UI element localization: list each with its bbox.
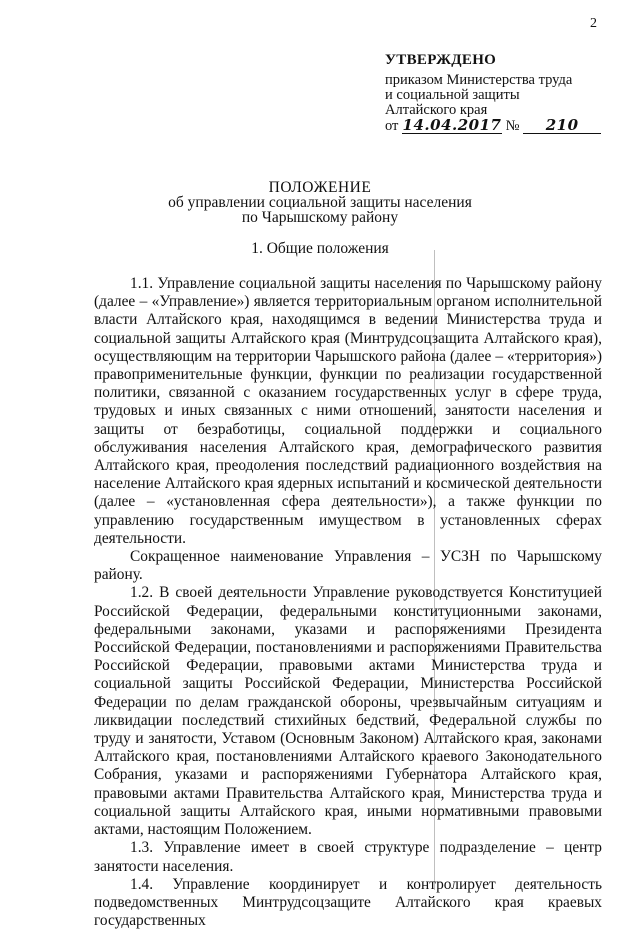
approval-line: и социальной защиты [385,87,520,103]
approval-line: Алтайского края [385,102,488,118]
handwritten-date: 14.04.2017 [402,116,502,134]
document-title [0,180,640,225]
approval-stamp [385,53,605,134]
page-number: 2 [590,16,597,31]
paragraph: 1.4. Управление координирует и контролирует деятельность подведомственных Минтрудсоцзащите Алтайского края краевых государственных [94,875,602,930]
handwritten-number: 210 [523,118,601,134]
approval-date-row [385,118,605,134]
approval-heading: УТВЕРЖДЕНО [385,52,497,68]
paragraph: 1.3. Управление имеет в своей структуре подразделение – центр занятости населения. [94,839,602,875]
title-subtitle: об управлении социальной защиты населения [168,194,472,211]
number-prefix: № [505,118,520,134]
title-subtitle: по Чарышскому району [241,209,399,226]
approval-line: приказом Министерства труда [385,72,573,88]
document-body [94,275,602,930]
title-main: ПОЛОЖЕНИЕ [268,179,372,196]
paragraph: 1.1. Управление социальной защиты населения по Чарышскому району (далее – «Управление») является территориальным органом исполнительной власти Алтайского края, находящимся в ведении Министерства труда и социальной защиты Алтайского края (Минтрудсоцзащита Алтайского края), осуществляющим на территории Чарышского района (далее – «территория») правоприменительные функции, функции по реализации государственной политики, связанной с оказанием государственных услуг в сфере труда, трудовых и иных связанных с ними отношений, занятости населения и защиты от безработицы, социальной поддержки и социального обслуживания населения Алтайского края, демографического развития Алтайского края, преодоления последствий радиационного воздействия на население Алтайского края ядерных испытаний и космической деятельности (далее – «установленная сфера деятельности»), а также функции по управлению государственным имуществом в установленных сферах деятельности. [94,275,602,547]
paragraph: 1.2. В своей деятельности Управление руководствуется Конституцией Российской Федерации, федеральными конституционными законами, федеральными законами, указами и распоряжениями Президента Российской Федерации, постановлениями и распоряжениями Правительства Российской Федерации, правовыми актами Министерства труда и социальной защиты Российской Федерации, Министерства Российской Федерации по делам гражданской обороны, чрезвычайным ситуациям и ликвидации последствий стихийных бедствий, Федеральной службы по труду и занятости, Уставом (Основным Законом) Алтайского края, законами Алтайского края, постановлениями Алтайского краевого Законодательного Собрания, указами и распоряжениями Губернатора Алтайского края, правовыми актами Правительства Алтайского края, Министерства труда и социальной защиты Алтайского края, иными нормативными правовыми актами, настоящим Положением. [94,584,602,839]
section-heading: 1. Общие положения [251,240,389,257]
date-prefix: от [385,118,399,134]
paragraph: Сокращенное наименование Управления – УСЗН по Чарышскому району. [94,548,602,584]
